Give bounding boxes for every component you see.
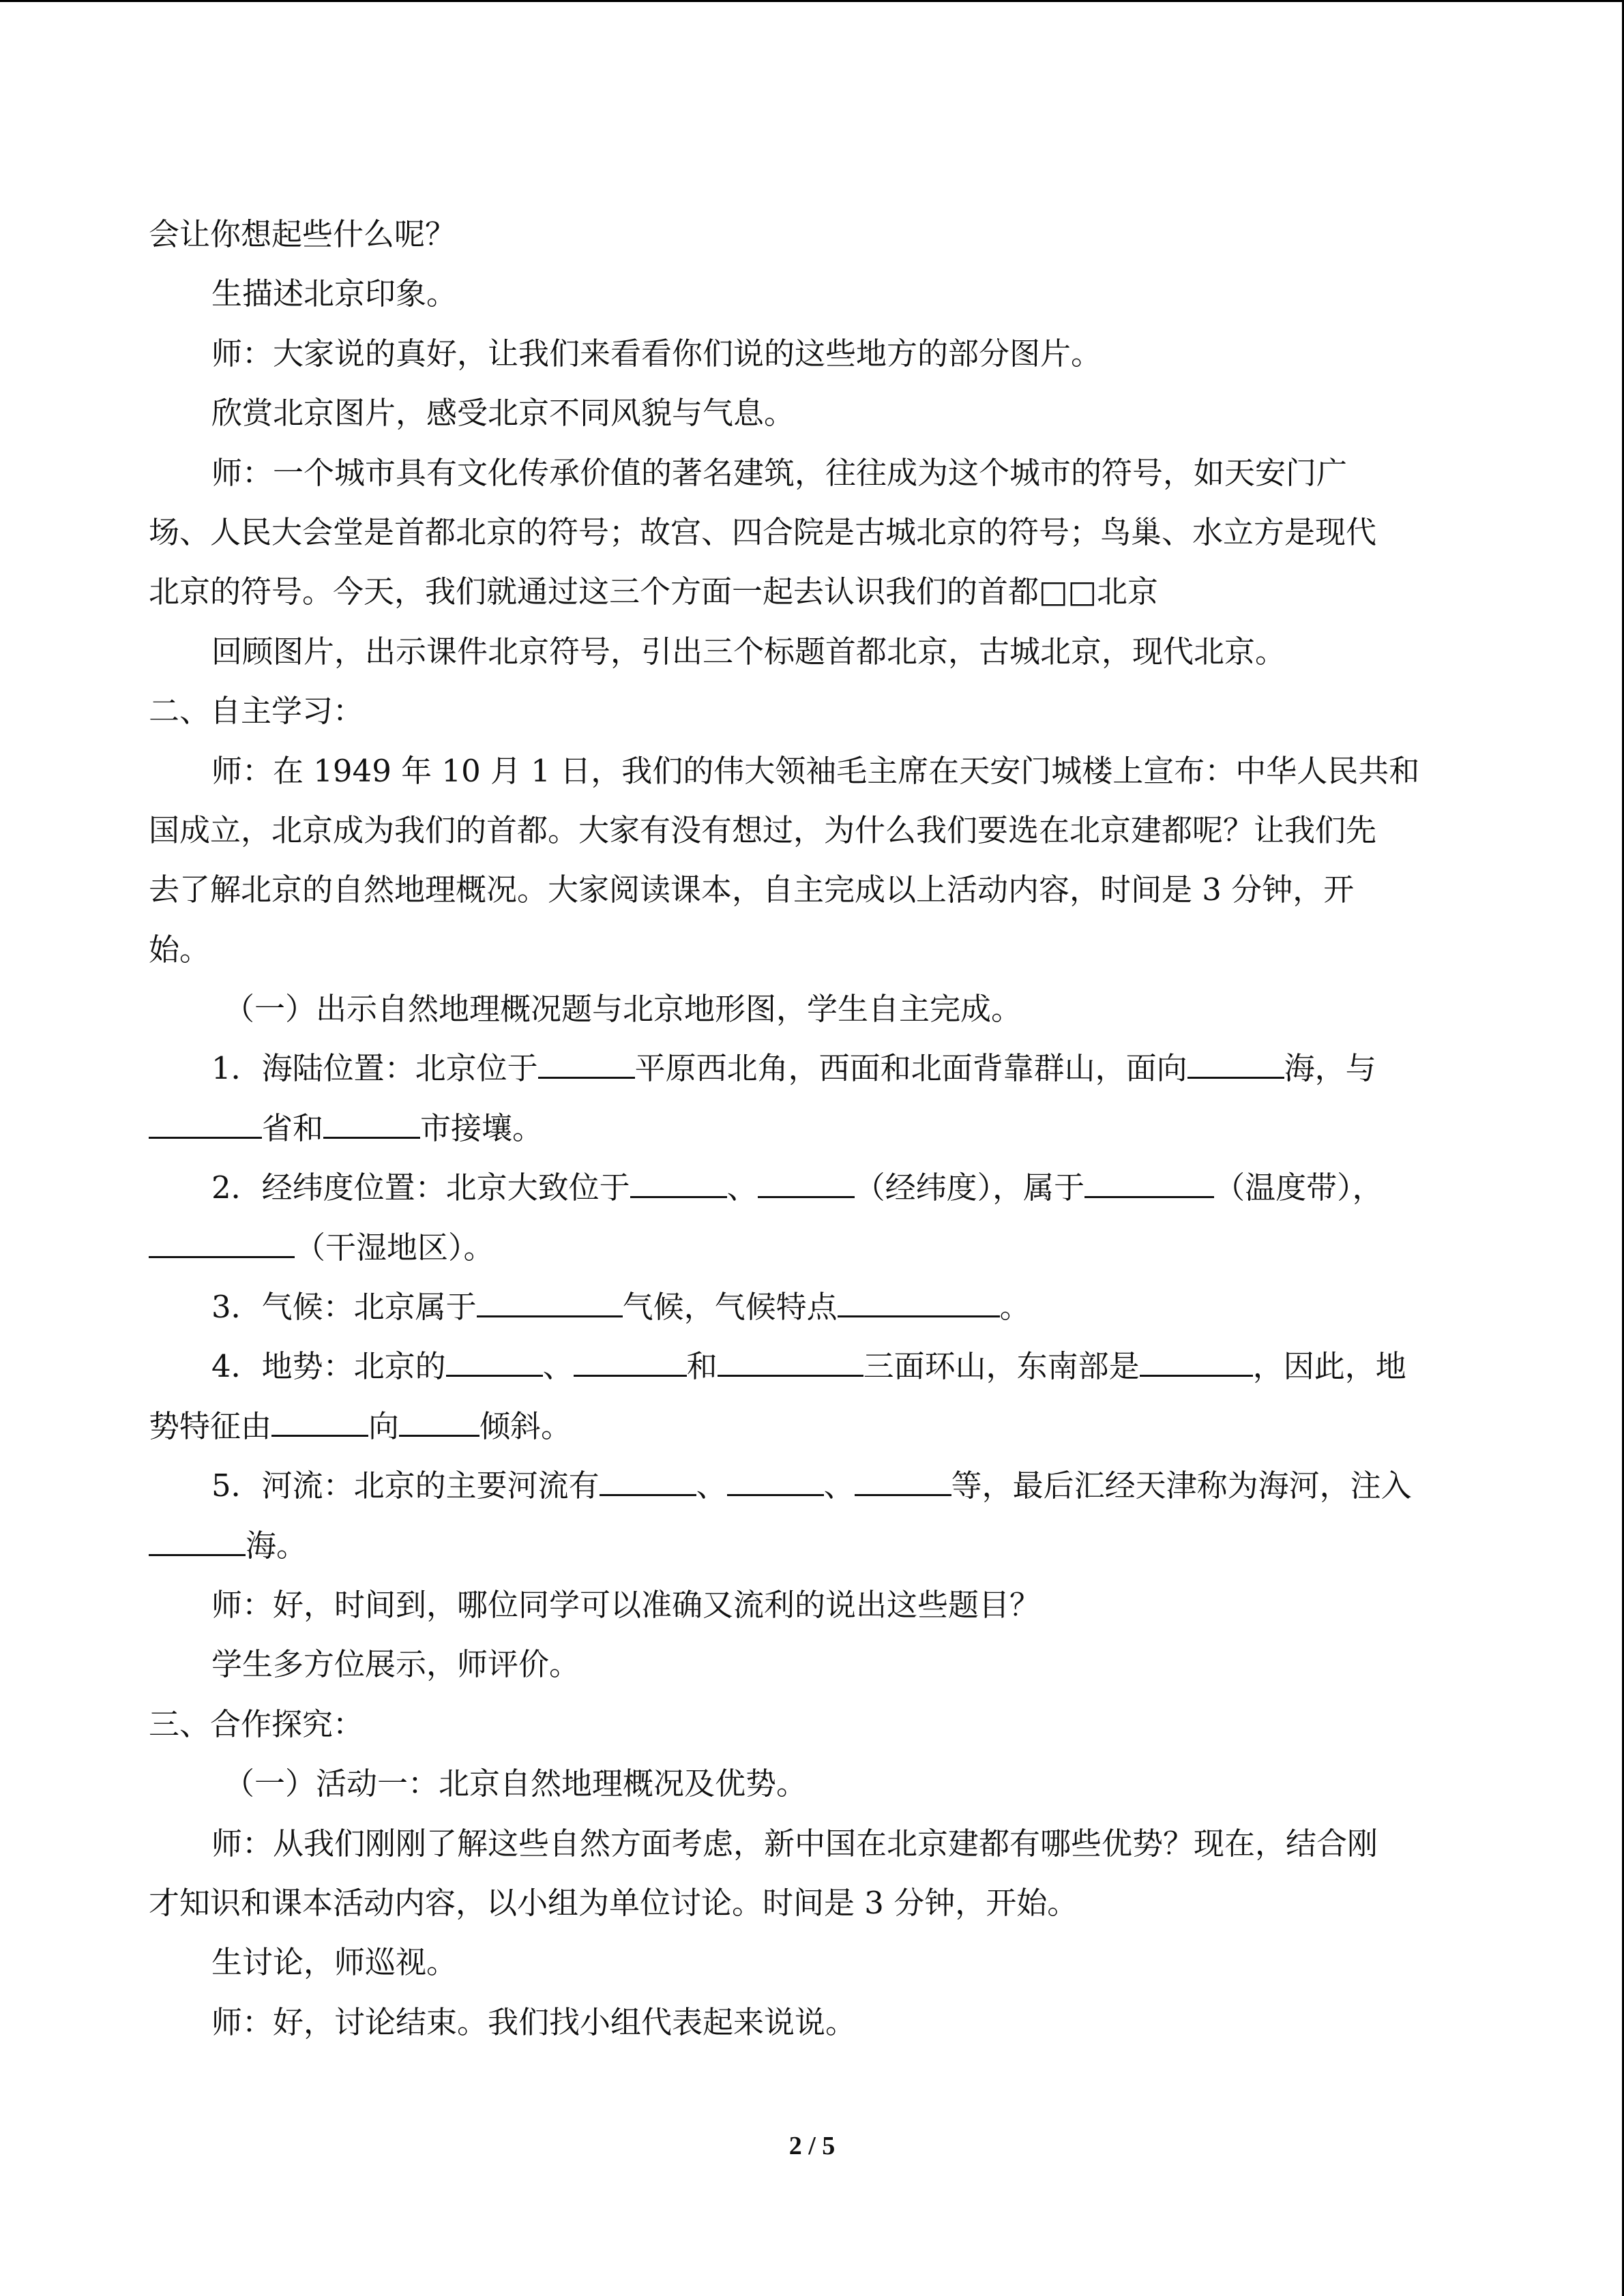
question-text: 向 — [368, 1407, 400, 1444]
question-text: 等，最后汇经天津称为海河，注入 — [951, 1467, 1412, 1504]
question-text: 、 — [696, 1467, 727, 1504]
question-text: 。 — [999, 1289, 1031, 1326]
paragraph-line: 才知识和课本活动内容，以小组为单位讨论。时间是 3 分钟，开始。 — [149, 1884, 1078, 1921]
question-text: 平原西北角，西面和北面背靠群山，面向 — [634, 1050, 1187, 1087]
question-text: 倾斜。 — [479, 1407, 572, 1444]
question-text: 2．经纬度位置：北京大致位于 — [211, 1169, 630, 1206]
paragraph-line: 国成立，北京成为我们的首都。大家有没有想过，为什么我们要选在北京建都呢？让我们先 — [149, 811, 1377, 848]
question-5-line — [149, 1456, 1458, 1515]
subsection-heading: （一）出示自然地理概况题与北京地形图，学生自主完成。 — [224, 991, 1022, 1028]
fill-blank[interactable] — [758, 1166, 855, 1198]
fill-blank[interactable] — [574, 1345, 687, 1377]
section-heading: 二、自主学习： — [149, 693, 364, 730]
fill-blank[interactable] — [446, 1345, 543, 1377]
question-1-line — [149, 1039, 1458, 1098]
paragraph-line: 生讨论，师巡视。 — [211, 1944, 458, 1981]
question-text: 三面环山，东南部是 — [863, 1348, 1140, 1385]
paragraph-line: 师：在 1949 年 10 月 1 日，我们的伟大领袖毛主席在天安门城楼上宣布：中华人民共和 — [211, 752, 1420, 789]
question-5-line-cont — [149, 1516, 1458, 1575]
fill-blank[interactable] — [538, 1047, 635, 1079]
question-4-line-cont — [149, 1397, 1458, 1456]
fill-blank[interactable] — [600, 1464, 696, 1496]
paragraph-line: 师：好，时间到，哪位同学可以准确又流利的说出这些题目？ — [211, 1586, 1041, 1623]
question-text: 、 — [726, 1169, 758, 1206]
paragraph-line: 回顾图片，出示课件北京符号，引出三个标题首都北京，古城北京，现代北京。 — [211, 633, 1286, 670]
question-text: （干湿地区）。 — [295, 1229, 494, 1266]
paragraph-line: 师：一个城市具有文化传承价值的著名建筑，往往成为这个城市的符号，如天安门广 — [211, 454, 1348, 491]
paragraph-line: 欣赏北京图片，感受北京不同风貌与气息。 — [211, 395, 795, 432]
question-text: 海，与 — [1284, 1050, 1376, 1087]
paragraph-line: 师：从我们刚刚了解这些自然方面考虑，新中国在北京建都有哪些优势？现在，结合刚 — [211, 1825, 1378, 1862]
fill-blank[interactable] — [630, 1166, 727, 1198]
fill-blank[interactable] — [149, 1524, 246, 1556]
paragraph-line: 师：大家说的真好，让我们来看看你们说的这些地方的部分图片。 — [211, 335, 1102, 372]
fill-blank[interactable] — [477, 1285, 623, 1317]
question-text: 市接壤。 — [420, 1109, 544, 1146]
question-text: 气候，气候特点 — [622, 1289, 838, 1326]
section-heading: 三、合作探究： — [149, 1705, 364, 1742]
paragraph-line: 生描述北京印象。 — [211, 275, 458, 312]
question-3-line — [149, 1277, 1458, 1337]
fill-blank[interactable] — [1084, 1166, 1214, 1198]
question-text: 、 — [542, 1348, 574, 1385]
question-1-line-cont — [149, 1099, 1458, 1158]
paragraph-line: 始。 — [149, 931, 211, 968]
document-body — [149, 205, 1458, 2052]
question-text: 5．河流：北京的主要河流有 — [211, 1467, 600, 1504]
paragraph-line: 场、人民大会堂是首都北京的符号；故宫、四合院是古城北京的符号；鸟巢、水立方是现代 — [149, 513, 1377, 550]
question-text: 省和 — [262, 1109, 324, 1146]
question-text: ，因此，地 — [1252, 1348, 1406, 1385]
fill-blank[interactable] — [855, 1464, 951, 1496]
subsection-heading: （一）活动一：北京自然地理概况及优势。 — [224, 1765, 808, 1802]
question-text: 1．海陆位置：北京位于 — [211, 1050, 538, 1087]
fill-blank[interactable] — [323, 1107, 420, 1139]
question-text: （温度带）， — [1214, 1169, 1383, 1206]
question-text: 3．气候：北京属于 — [211, 1289, 477, 1326]
fill-blank[interactable] — [718, 1345, 863, 1377]
paragraph-line: 师：好，讨论结束。我们找小组代表起来说说。 — [211, 2003, 857, 2040]
question-text: 海。 — [246, 1527, 308, 1564]
question-2-line — [149, 1158, 1458, 1217]
fill-blank[interactable] — [1187, 1047, 1284, 1079]
question-text: 和 — [686, 1348, 718, 1385]
question-text: 4．地势：北京的 — [211, 1348, 446, 1385]
question-text: 势特征由 — [149, 1407, 272, 1444]
question-4-line — [149, 1337, 1458, 1396]
question-text: （经纬度），属于 — [854, 1169, 1085, 1206]
question-text: 、 — [823, 1467, 855, 1504]
paragraph-line: 去了解北京的自然地理概况。大家阅读课本，自主完成以上活动内容，时间是 3 分钟，开 — [149, 871, 1355, 908]
fill-blank[interactable] — [1140, 1345, 1253, 1377]
paragraph-line: 学生多方位展示，师评价。 — [211, 1646, 580, 1683]
fill-blank[interactable] — [149, 1226, 295, 1258]
fill-blank[interactable] — [399, 1405, 479, 1437]
page-top-border — [0, 0, 1624, 2]
question-2-line-cont — [149, 1218, 1458, 1277]
fill-blank[interactable] — [149, 1107, 262, 1139]
page-number: 2 / 5 — [788, 2132, 836, 2160]
fill-blank[interactable] — [271, 1405, 368, 1437]
paragraph-line: 北京的符号。今天，我们就通过这三个方面一起去认识我们的首都□□北京 — [149, 573, 1159, 610]
fill-blank[interactable] — [727, 1464, 824, 1496]
paragraph-line: 会让你想起些什么呢？ — [149, 216, 456, 252]
fill-blank[interactable] — [838, 1285, 1000, 1317]
